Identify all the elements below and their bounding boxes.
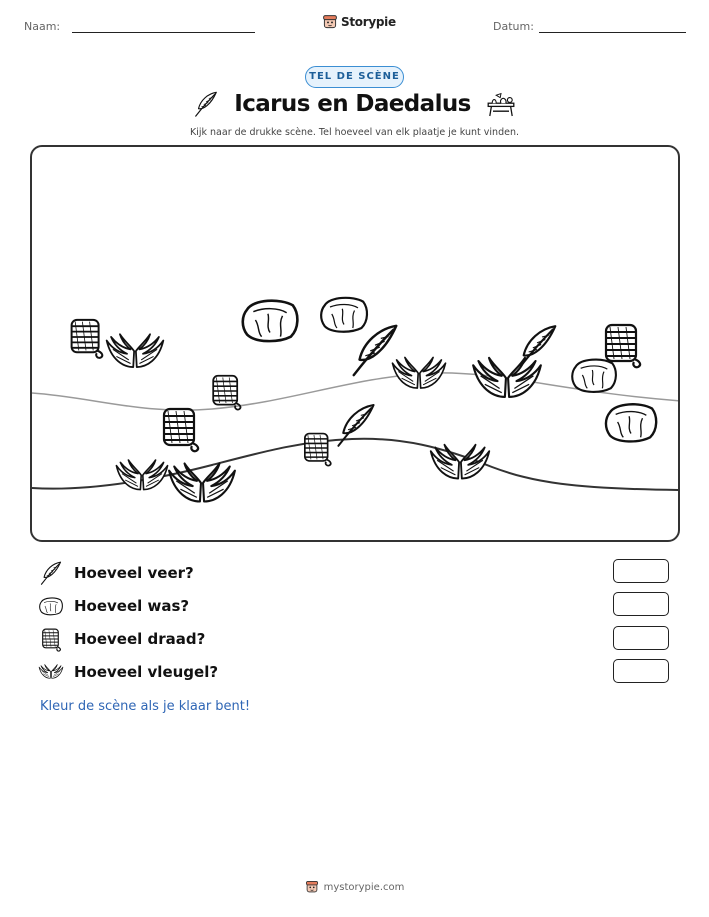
question-text: Hoeveel draad? [74, 630, 206, 648]
question-text: Hoeveel was? [74, 597, 190, 615]
workbench-icon [485, 90, 517, 118]
question-wax [38, 593, 189, 619]
name-line[interactable] [72, 32, 255, 33]
wax-block-icon [606, 404, 656, 441]
wings-icon [392, 357, 445, 388]
rope-coil-icon [305, 434, 331, 466]
rope-coil-icon [164, 409, 198, 451]
footer [0, 880, 709, 894]
wax-block-icon [38, 593, 64, 619]
wax-block-icon [321, 298, 367, 332]
feather-icon [38, 560, 64, 586]
question-text: Hoeveel vleugel? [74, 663, 219, 681]
instruction-text: Kijk naar de drukke scène. Tel hoeveel van elk plaatje je kunt vinden. [190, 127, 519, 138]
wings-icon [38, 659, 64, 685]
wax-block-icon [572, 360, 616, 392]
storypie-mascot-icon [322, 14, 338, 30]
page-title: Icarus en Daedalus [234, 91, 471, 117]
name-label: Naam: [24, 20, 61, 33]
feather-icon [192, 90, 220, 118]
question-text: Hoeveel veer? [74, 564, 194, 582]
question-rope [38, 626, 205, 652]
wax-block-icon [243, 301, 298, 341]
activity-tag: TEL DE SCÈNE [305, 66, 404, 88]
date-line[interactable] [539, 32, 686, 33]
question-feather [38, 560, 194, 586]
rope-coil-icon [606, 325, 640, 367]
answer-box-rope[interactable] [613, 626, 669, 650]
color-instruction: Kleur de scène als je klaar bent! [40, 699, 251, 714]
wings-icon [473, 358, 541, 397]
question-wings [38, 659, 218, 685]
scene-canvas [32, 147, 680, 542]
wings-icon [116, 460, 167, 490]
wings-icon [107, 334, 164, 367]
brand-name: Storypie [341, 15, 396, 29]
answer-box-wax[interactable] [613, 592, 669, 616]
rope-coil-icon [72, 320, 103, 358]
wings-icon [169, 463, 235, 501]
title-row [0, 90, 709, 118]
date-label: Datum: [493, 20, 534, 33]
answer-box-wings[interactable] [613, 659, 669, 683]
feather-icon [354, 326, 397, 375]
storypie-mascot-icon [305, 880, 319, 894]
answer-box-feather[interactable] [613, 559, 669, 583]
counting-scene [30, 145, 680, 542]
footer-url: mystorypie.com [323, 881, 405, 893]
brand-logo [322, 14, 396, 30]
rope-coil-icon [213, 376, 240, 410]
rope-coil-icon [38, 626, 64, 652]
